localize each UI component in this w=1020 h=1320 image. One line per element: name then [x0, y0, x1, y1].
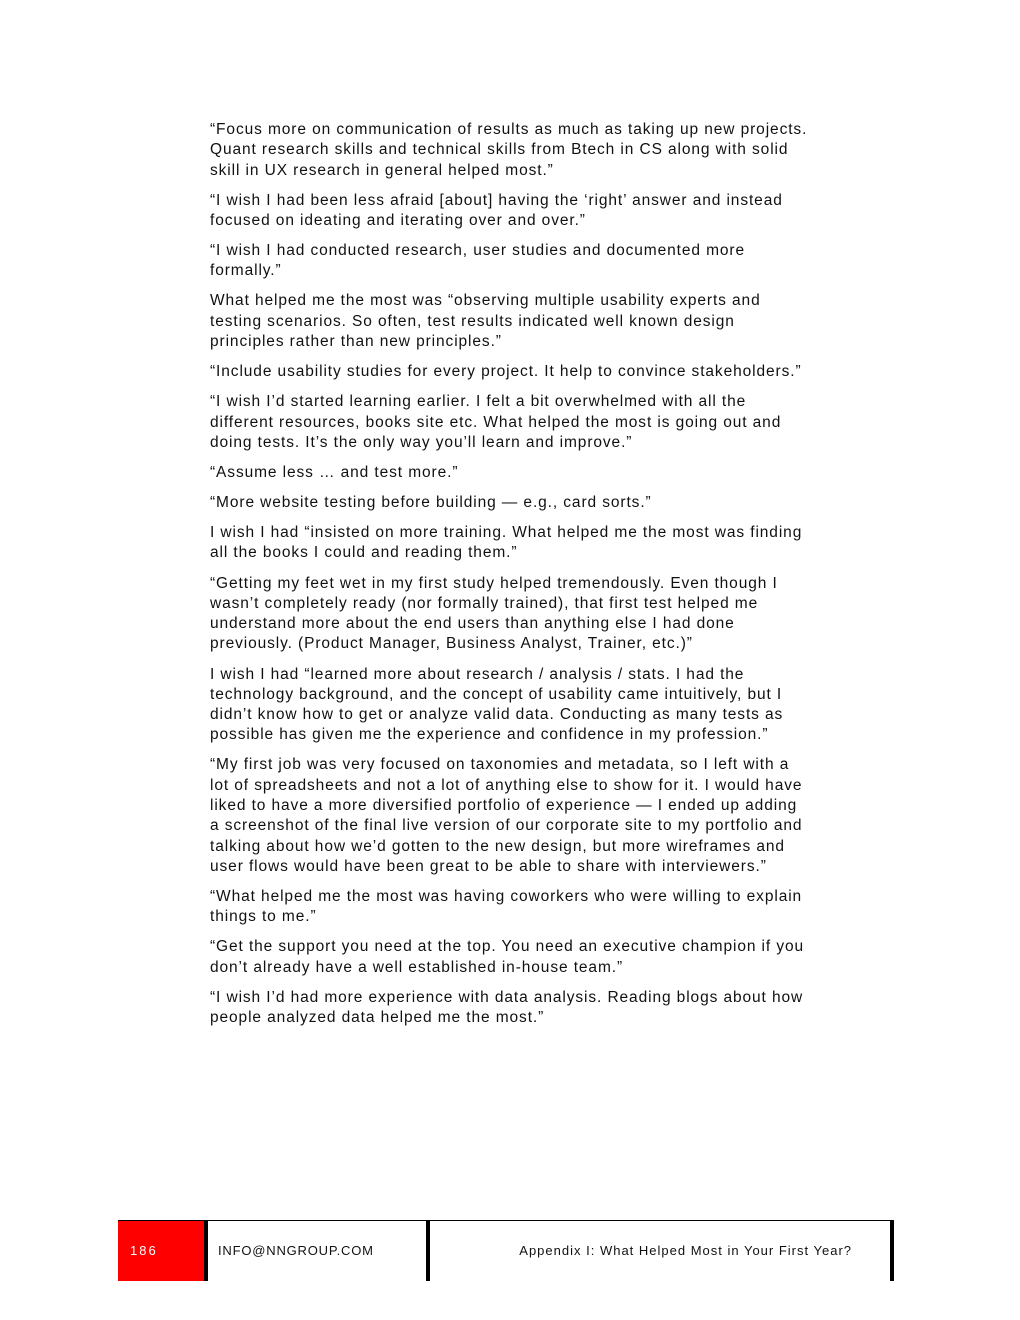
footer-right-border — [890, 1221, 894, 1281]
quote-paragraph: “My first job was very focused on taxonomies and metadata, so I left with a lot of spreadsheets and not a lot of anything else to show for it. I would have liked to have a more diversified portfolio of experience — I ended up adding a screenshot of the final live version of our corporate site to my portfolio and talking about how we’d gotten to the new design, but more wireframes and user flows would have been great to be able to share with interviewers.” — [210, 756, 803, 875]
quote-paragraph: “I wish I’d started learning earlier. I felt a bit overwhelmed with all the different resources, books site etc. What helped the most is going out and doing tests. It’s the only way you’ll learn and improve.” — [210, 393, 782, 451]
footer-email: INFO@NNGROUP.COM — [218, 1243, 374, 1258]
quote-paragraph: “I wish I had been less afraid [about] having the ‘right’ answer and instead focused on ideating and iterating over and over.” — [210, 191, 783, 229]
quote-paragraph: “Include usability studies for every project. It help to convince stakeholders.” — [210, 363, 802, 381]
quote-paragraph: “Assume less … and test more.” — [210, 463, 459, 481]
quote-paragraph: I wish I had “learned more about research / analysis / stats. I had the technology background, and the concept of usability came intuitively, but I didn’t know how to get or analyze valid data. Conducting as many tests as possible has given me the experience and confidence in my profession.” — [210, 665, 784, 744]
quote-paragraph: “I wish I had conducted research, user studies and documented more formally.” — [210, 242, 745, 280]
quote-paragraph: “What helped me the most was having coworkers who were willing to explain things to me.” — [210, 888, 803, 926]
quote-paragraph: What helped me the most was “observing multiple usability experts and testing scenarios. So often, test results indicated well known design principles rather than new principles.” — [210, 292, 761, 351]
quote-paragraph: “Get the support you need at the top. You need an executive champion if you don’t already have a well established in-house team.” — [210, 938, 805, 976]
page-footer — [118, 1220, 894, 1281]
quotes-body — [210, 120, 810, 1038]
page-number: 186 — [130, 1243, 158, 1258]
quote-paragraph: “More website testing before building — e.g., card sorts.” — [210, 494, 652, 512]
page-number-box — [118, 1221, 208, 1281]
footer-section-title: Appendix I: What Helped Most in Your First Year? — [519, 1243, 852, 1258]
quote-paragraph: “I wish I’d had more experience with data analysis. Reading blogs about how people analyzed data helped me the most.” — [210, 988, 804, 1027]
quote-paragraph: I wish I had “insisted on more training. What helped me the most was finding all the books I could and reading them.” — [210, 524, 803, 562]
quote-paragraph: “Focus more on communication of results as much as taking up new projects. Quant research skills and technical skills from Btech in CS along with solid skill in UX research in general helped most.” — [210, 121, 808, 179]
footer-divider — [426, 1221, 430, 1281]
quote-paragraph: “Getting my feet wet in my first study helped tremendously. Even though I wasn’t completely ready (nor formally trained), that first test helped me understand more about the end users than anything else I had done previously. (Product Manager, Business Analyst, Trainer, etc.)” — [210, 574, 778, 653]
